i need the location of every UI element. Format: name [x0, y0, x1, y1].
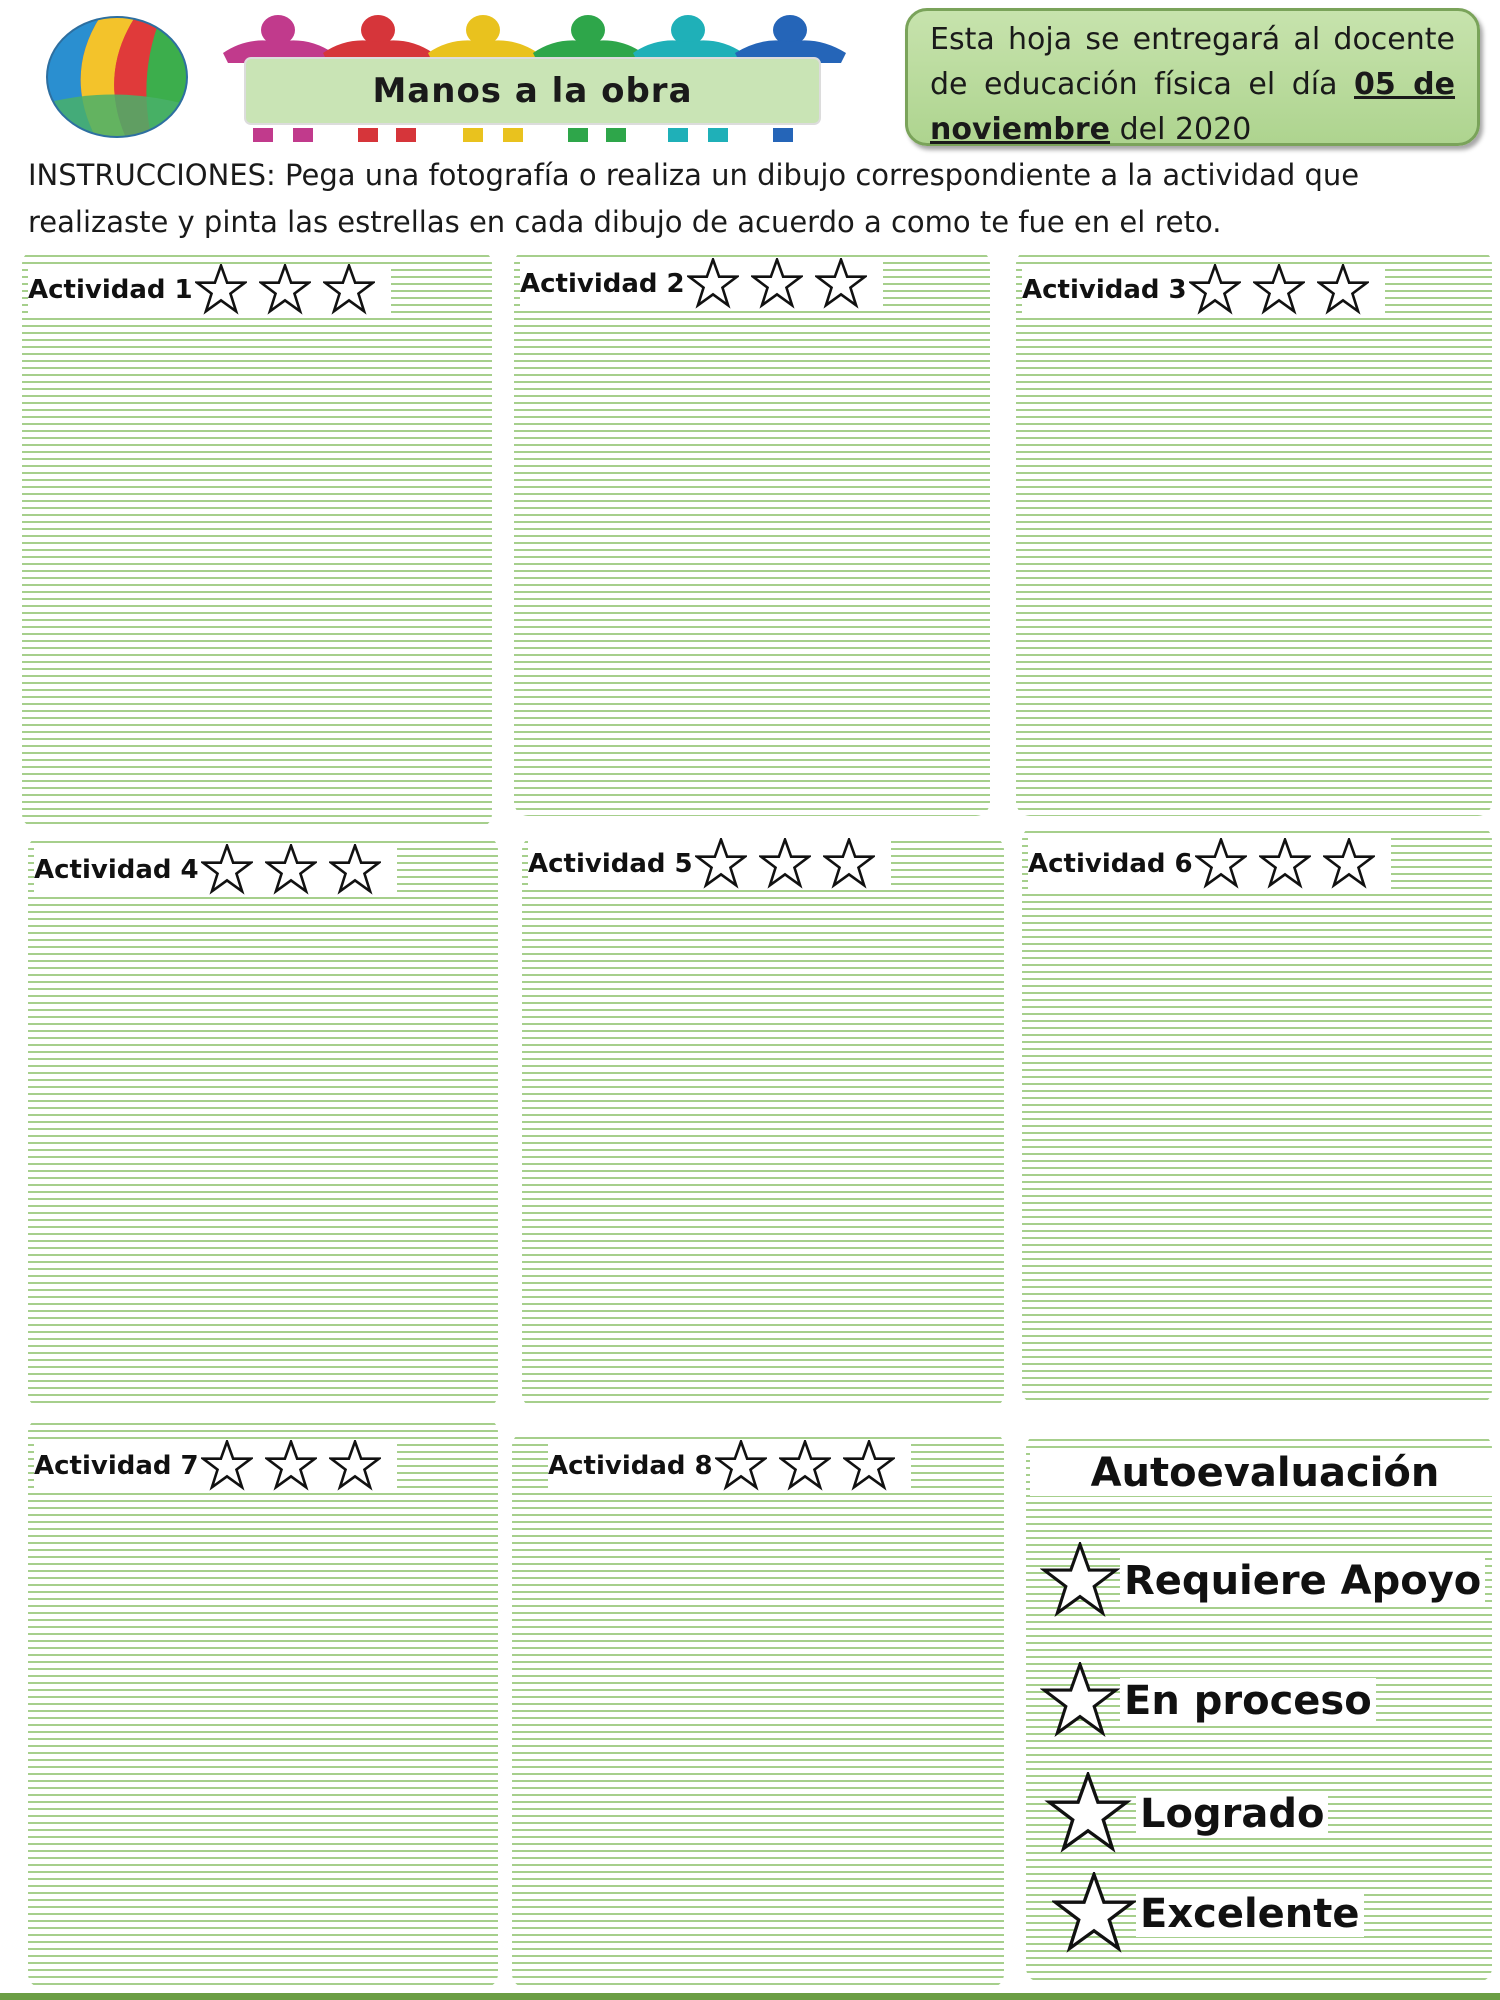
activity-card-4[interactable] — [28, 836, 498, 1408]
rating-star-icon[interactable] — [1253, 264, 1305, 316]
activity-label: Actividad 6 — [1028, 849, 1193, 879]
rating-star-icon[interactable] — [265, 844, 317, 896]
rating-star-icon[interactable] — [695, 838, 747, 890]
star-outline-icon — [1052, 1872, 1136, 1956]
rating-star-icon[interactable] — [259, 264, 311, 316]
activity-header — [28, 264, 391, 316]
activity-card-3[interactable] — [1016, 250, 1492, 816]
rating-star-icon[interactable] — [195, 264, 247, 316]
rating-star-icon[interactable] — [329, 844, 381, 896]
rating-star-icon[interactable] — [323, 264, 375, 316]
rating-stars[interactable] — [715, 1440, 907, 1492]
activity-header — [520, 258, 883, 310]
legend-label: Requiere Apoyo — [1120, 1558, 1485, 1604]
star-outline-icon — [1040, 1662, 1120, 1740]
activity-header — [34, 1440, 397, 1492]
rating-stars[interactable] — [201, 844, 393, 896]
legend-item-excelente — [1052, 1872, 1364, 1956]
rating-star-icon[interactable] — [843, 1440, 895, 1492]
beach-ball-icon — [42, 14, 192, 140]
star-outline-icon — [1040, 1542, 1120, 1620]
notice-date: 05 de noviembre — [930, 67, 1456, 147]
notice-text-start: Esta hoja se entregará al docente de educación física el día — [930, 22, 1455, 102]
rating-stars[interactable] — [695, 838, 887, 890]
rating-star-icon[interactable] — [815, 258, 867, 310]
rating-star-icon[interactable] — [265, 1440, 317, 1492]
star-outline-icon — [1040, 1772, 1136, 1856]
activity-card-2[interactable] — [514, 250, 990, 816]
activity-card-5[interactable] — [522, 836, 1004, 1408]
activity-header — [1028, 838, 1391, 890]
legend-label: Logrado — [1136, 1791, 1328, 1837]
rating-star-icon[interactable] — [1317, 264, 1369, 316]
activity-card-6[interactable] — [1022, 826, 1492, 1404]
rating-star-icon[interactable] — [1195, 838, 1247, 890]
delivery-notice — [905, 8, 1480, 146]
legend-label: En proceso — [1120, 1678, 1376, 1724]
activity-label: Actividad 5 — [528, 849, 693, 879]
rating-stars[interactable] — [201, 1440, 393, 1492]
rating-star-icon[interactable] — [1323, 838, 1375, 890]
rating-stars[interactable] — [687, 258, 879, 310]
activity-label: Actividad 2 — [520, 269, 685, 299]
rating-star-icon[interactable] — [715, 1440, 767, 1492]
activity-header — [548, 1440, 911, 1492]
legend-item-en-proceso — [1040, 1662, 1376, 1740]
activity-header — [34, 844, 397, 896]
activity-label: Actividad 7 — [34, 1451, 199, 1481]
activity-card-8[interactable] — [512, 1432, 1004, 1988]
banner-title: Manos a la obra — [372, 71, 693, 111]
rating-stars[interactable] — [1195, 838, 1387, 890]
bottom-border — [0, 1993, 1500, 2000]
rating-star-icon[interactable] — [779, 1440, 831, 1492]
activity-label: Actividad 1 — [28, 275, 193, 305]
legend-item-logrado — [1040, 1772, 1328, 1856]
rating-star-icon[interactable] — [751, 258, 803, 310]
activity-header — [528, 838, 891, 890]
rating-star-icon[interactable] — [1259, 838, 1311, 890]
rating-star-icon[interactable] — [759, 838, 811, 890]
rating-star-icon[interactable] — [823, 838, 875, 890]
rating-stars[interactable] — [1189, 264, 1381, 316]
activity-header — [1022, 264, 1385, 316]
rating-star-icon[interactable] — [201, 1440, 253, 1492]
legend-label: Excelente — [1136, 1891, 1364, 1937]
rating-star-icon[interactable] — [329, 1440, 381, 1492]
legend-title: Autoevaluación — [1030, 1450, 1500, 1496]
activity-card-1[interactable] — [22, 250, 492, 828]
activity-label: Actividad 4 — [34, 855, 199, 885]
rating-star-icon[interactable] — [687, 258, 739, 310]
rating-star-icon[interactable] — [1189, 264, 1241, 316]
activity-card-7[interactable] — [28, 1418, 498, 1988]
rating-stars[interactable] — [195, 264, 387, 316]
notice-text-end: del 2020 — [1110, 112, 1252, 147]
instructions: INSTRUCCIONES: Pega una fotografía o realiza un dibujo correspondiente a la actividad que realizaste y pinta las estrellas en cada dibujo de acuerdo a como te fue en el reto. — [28, 158, 1360, 239]
activity-label: Actividad 3 — [1022, 275, 1187, 305]
legend-item-requiere-apoyo — [1040, 1542, 1485, 1620]
activity-label: Actividad 8 — [548, 1451, 713, 1481]
rating-star-icon[interactable] — [201, 844, 253, 896]
